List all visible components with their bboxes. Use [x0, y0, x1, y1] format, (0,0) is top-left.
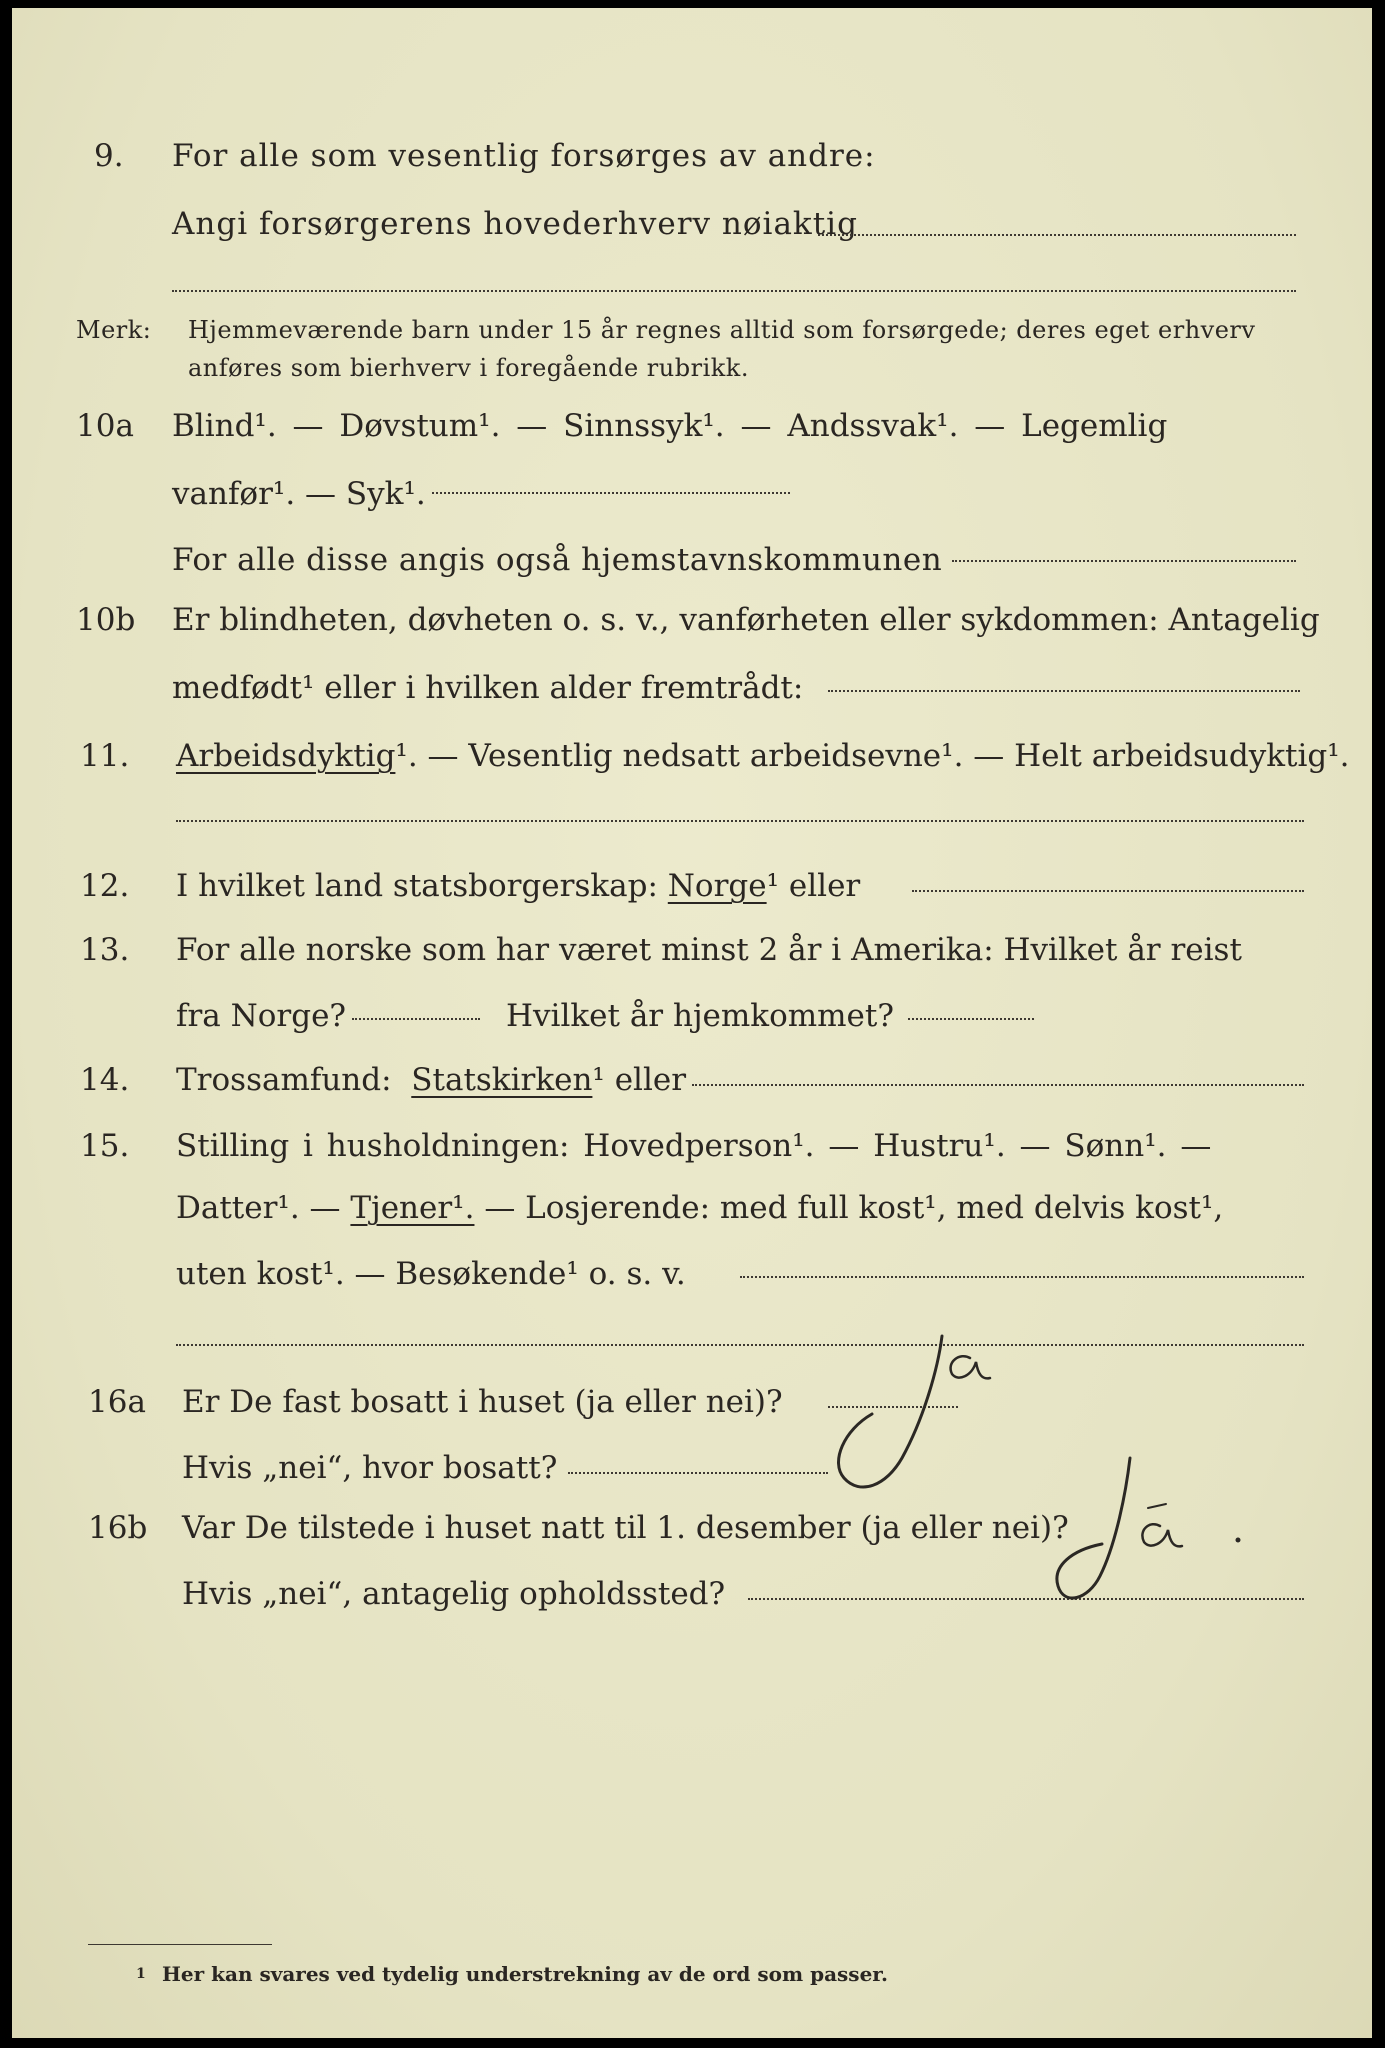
q15-answer-line-2[interactable] — [176, 1344, 1304, 1346]
q14-post: ¹ eller — [592, 1062, 687, 1098]
q14-answer-line[interactable] — [692, 1084, 1304, 1086]
q9-line2: Angi forsørgerens hovederhverv nøiaktig — [172, 206, 858, 242]
q13-line1: For alle norske som har været minst 2 år i Amerika: Hvilket år reist — [176, 932, 1242, 968]
q15-line2a: Datter¹. — — [176, 1190, 341, 1226]
q14-line — [176, 1060, 686, 1100]
q12-number: 12. — [80, 868, 130, 904]
merk-line2: anføres som bierhverv i foregående rubrikk. — [188, 354, 749, 382]
q10b-line2: medfødt¹ eller i hvilken alder fremtrådt: — [172, 670, 804, 706]
q15-answer-line[interactable] — [740, 1276, 1304, 1278]
q14-number: 14. — [80, 1062, 130, 1098]
q15-line2b: — Losjerende: med full kost¹, med delvis kost¹, — [484, 1190, 1224, 1226]
q13-line2b: Hvilket år hjemkommet? — [506, 998, 894, 1034]
q15-line1: Stilling i husholdningen: Hovedperson¹. — Hustru¹. — Sønn¹. — — [176, 1128, 1212, 1164]
q9-number: 9. — [94, 138, 124, 174]
q12-line — [176, 866, 860, 906]
q15-number: 15. — [80, 1128, 130, 1164]
q10b-line1: Er blindheten, døvheten o. s. v., vanførheten eller sykdommen: Antagelig — [172, 602, 1320, 638]
q11-answer-line[interactable] — [176, 820, 1304, 822]
q12-answer-line[interactable] — [912, 890, 1304, 892]
q12-underlined-answer: Norge — [667, 868, 767, 904]
q11-rest: ¹. — Vesentlig nedsatt arbeidsevne¹. — Helt arbeidsudyktig¹. — [395, 738, 1350, 774]
q13-departure-line[interactable] — [352, 1018, 480, 1020]
q16a-number: 16a — [88, 1384, 146, 1420]
q15-underlined-answer: Tjener¹. — [350, 1190, 475, 1226]
q10a-line3: For alle disse angis også hjemstavnskommunen — [172, 542, 943, 578]
q13-return-line[interactable] — [908, 1018, 1034, 1020]
q11-number: 11. — [80, 738, 130, 774]
q12-post: ¹ eller — [766, 868, 861, 904]
merk-label: Merk: — [76, 316, 152, 344]
q10a-line1: Blind¹. — Døvstum¹. — Sinnssyk¹. — Andssvak¹. — Legemlig — [172, 408, 1168, 444]
merk-line1: Hjemmeværende barn under 15 år regnes alltid som forsørgede; deres eget erhverv — [188, 316, 1256, 344]
q13-line2a: fra Norge? — [176, 998, 347, 1034]
q9-answer-line[interactable] — [818, 234, 1296, 236]
footnote-mark: 1 — [136, 1966, 146, 1982]
q10a-line2: vanfør¹. — Syk¹. — [172, 476, 426, 512]
q16b-line2: Hvis „nei“, antagelig opholdssted? — [182, 1576, 726, 1612]
q16b-handwritten-answer — [1042, 1448, 1302, 1618]
q11-line — [176, 736, 1350, 776]
q10b-answer-line[interactable] — [828, 690, 1300, 692]
q10a-number: 10a — [76, 408, 134, 444]
footnote-text: Her kan svares ved tydelig understrekning av de ord som passer. — [162, 1962, 888, 1986]
q16b-line1: Var De tilstede i huset natt til 1. desember (ja eller nei)? — [182, 1510, 1069, 1546]
q11-underlined-answer: Arbeidsdyktig — [176, 738, 396, 774]
q16a-line2: Hvis „nei“, hvor bosatt? — [182, 1450, 558, 1486]
footnote-rule — [88, 1944, 272, 1945]
q9-line1: For alle som vesentlig forsørges av andre: — [172, 138, 876, 174]
census-form-page — [12, 8, 1372, 2038]
q16a-handwritten-answer — [820, 1318, 1060, 1508]
q13-number: 13. — [80, 932, 130, 968]
q16b-number: 16b — [88, 1510, 148, 1546]
q12-pre: I hvilket land statsborgerskap: — [176, 868, 658, 904]
q10a-hometown-line[interactable] — [952, 560, 1296, 562]
q9-answer-line-2[interactable] — [172, 290, 1296, 292]
q15-line3: uten kost¹. — Besøkende¹ o. s. v. — [176, 1256, 686, 1292]
q14-pre: Trossamfund: — [176, 1062, 392, 1098]
q10b-number: 10b — [76, 602, 136, 638]
q15-line2 — [176, 1188, 1223, 1228]
q14-underlined-answer: Statskirken — [411, 1062, 593, 1098]
q10a-answer-line[interactable] — [432, 492, 790, 494]
q16a-location-line[interactable] — [568, 1472, 828, 1474]
q16a-line1: Er De fast bosatt i huset (ja eller nei)? — [182, 1384, 783, 1420]
